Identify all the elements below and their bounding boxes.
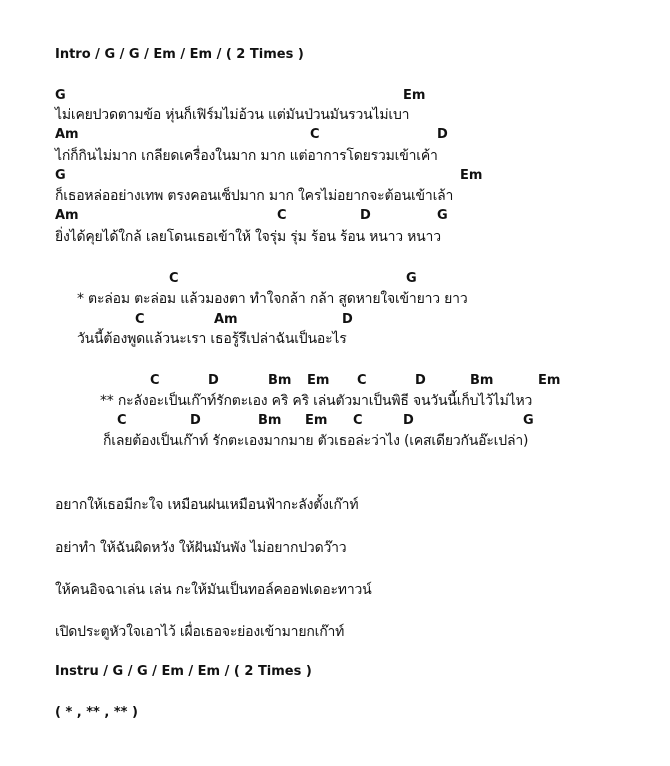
chord: Em [305,413,328,428]
chord: Em [460,168,483,183]
chord: C [277,208,287,223]
chord: C [353,413,363,428]
lyric-line: อย่าทำ ให้ฉันผิดหวัง ให้ฝันมันพัง ไม่อยากปวดว๊าว [55,540,347,556]
chord: G [437,208,448,223]
repeat-line: ( * , ** , ** ) [55,705,138,720]
chord: C [135,312,145,327]
lyric-line: วันนี้ต้องพูดแล้วนะเรา เธอรู้รึเปล่าฉันเป็นอะไร [77,331,347,347]
chord: Bm [470,373,494,388]
lyric-line: ก็เลยต้องเป็นเก๊าท์ รักตะเองมากมาย ตัวเธอล่ะว่าไง (เคสเดียวกันอ๊ะเปล่า) [103,433,529,449]
lyric-line: ก็เธอหล่ออย่างเทพ ตรงคอนเซ็ปมาก มาก ใครไม่อยากจะต้อนเข้าเล้า [55,188,454,204]
chord: Am [55,127,79,142]
chord: Bm [258,413,282,428]
chord: C [150,373,160,388]
chord: D [437,127,448,142]
chord: G [406,271,417,286]
lyric-line: ยิ่งได้คุยได้ใกล้ เลยโดนเธอเข้าให้ ใจรุ่ม รุ่ม ร้อน ร้อน หนาว หนาว [55,229,441,245]
chord: C [357,373,367,388]
intro-line: Intro / G / G / Em / Em / ( 2 Times ) [55,47,304,62]
chord: Bm [268,373,292,388]
chord: Am [55,208,79,223]
chord: D [360,208,371,223]
chord: C [310,127,320,142]
chord: G [523,413,534,428]
chord: C [169,271,179,286]
chord: C [117,413,127,428]
chord: D [190,413,201,428]
chord: D [208,373,219,388]
instru-line: Instru / G / G / Em / Em / ( 2 Times ) [55,664,312,679]
lyric-line: ให้คนอิจฉาเล่น เล่น กะให้มันเป็นทอล์คออฟเดอะทาวน์ [55,582,372,598]
chord: G [55,88,66,103]
chord: D [342,312,353,327]
lyric-line: ไม่เคยปวดตามข้อ หุ่นก็เฟิร์มไม่อ้วน แต่มันป่วนมันรวนไม่เบา [55,107,410,123]
lyric-line: เปิดประตูหัวใจเอาไว้ เผื่อเธอจะย่องเข้ามายกเก๊าท์ [55,624,345,640]
chord: D [403,413,414,428]
lyric-line: * ตะล่อม ตะล่อม แล้วมองตา ทำใจกล้า กล้า สูดหายใจเข้ายาว ยาว [77,291,468,307]
chord: Em [307,373,330,388]
lyric-line: ** กะลังอะเป็นเก๊าท์รักตะเอง คริ คริ เล่นตัวมาเป็นพิธี จนวันนี้เก็บไว้ไม่ไหว [100,393,533,409]
chord: Am [214,312,238,327]
chord: Em [403,88,426,103]
chord: Em [538,373,561,388]
chord: D [415,373,426,388]
chord: G [55,168,66,183]
lyric-line: ไก่ก็กินไม่มาก เกลียดเครื่องในมาก มาก แต่อาการโดยรวมเข้าเค้า [55,148,438,164]
lyric-line: อยากให้เธอมีกะใจ เหมือนฝนเหมือนฟ้ากะลังตั้งเก๊าท์ [55,497,359,513]
